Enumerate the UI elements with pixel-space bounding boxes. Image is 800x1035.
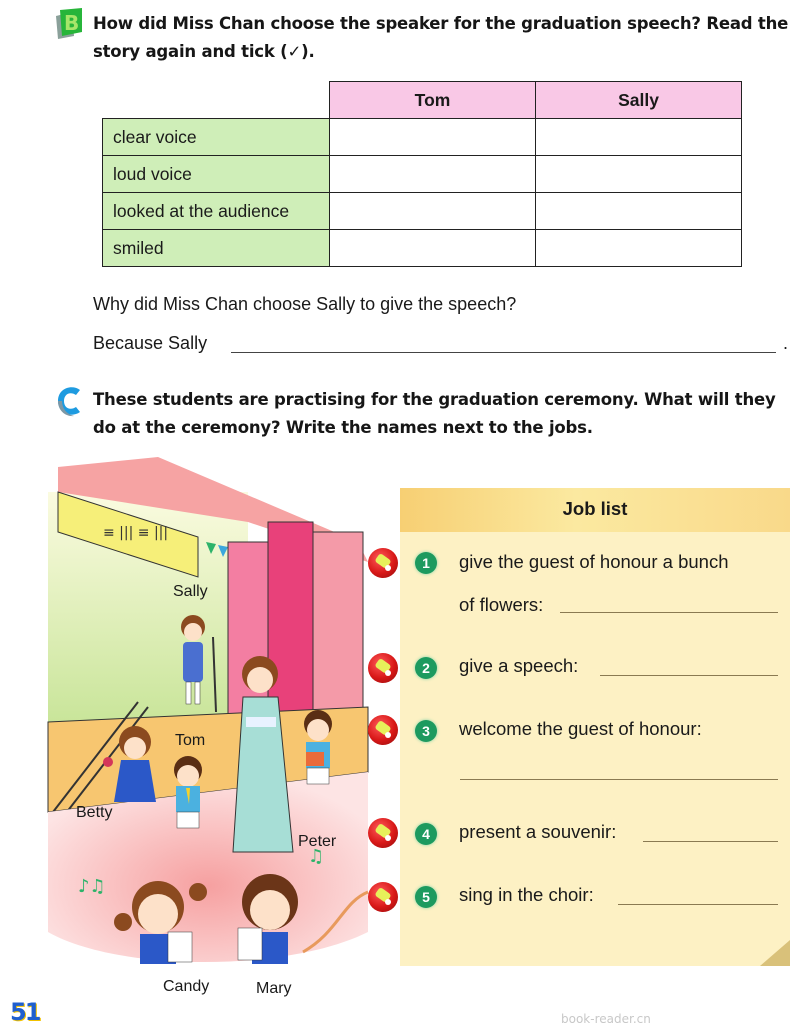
tick-cell-sally[interactable]: [536, 230, 742, 267]
tick-cell-sally[interactable]: [536, 156, 742, 193]
tick-cell-tom[interactable]: [330, 230, 536, 267]
watermark: book-reader.cn: [561, 1012, 651, 1026]
tick-cell-sally[interactable]: [536, 119, 742, 156]
tick-cell-tom[interactable]: [330, 119, 536, 156]
pin-icon: [368, 715, 398, 745]
label-candy: Candy: [163, 978, 210, 995]
table-row: [103, 119, 742, 156]
table-header-row: [103, 82, 742, 119]
table-corner: [103, 82, 330, 119]
section-b-instruction: How did Miss Chan choose the speaker for the graduation speech? Read the story again and tick (✓).: [93, 14, 789, 61]
pin-icon: [368, 818, 398, 848]
job-list-title: Job list: [562, 498, 628, 519]
job-3-answer-field[interactable]: [460, 757, 778, 780]
page-number: 51: [10, 998, 40, 1026]
table-row: [103, 156, 742, 193]
column-header-sally: Sally: [536, 82, 742, 119]
page-curl-decoration: [760, 940, 790, 966]
table-row: [103, 193, 742, 230]
section-b-badge-icon: [52, 6, 86, 40]
svg-text:♪♫: ♪♫: [78, 876, 106, 897]
job-4-text: present a souvenir:: [459, 821, 617, 842]
job-3-text: welcome the guest of honour:: [459, 718, 702, 739]
column-header-tom: Tom: [330, 82, 536, 119]
row-label: clear voice: [103, 119, 330, 156]
row-label: smiled: [103, 230, 330, 267]
job-1-text-line2: of flowers:: [459, 594, 544, 615]
number-badge-5: 5: [415, 886, 437, 908]
job-1-answer-field[interactable]: [560, 590, 778, 613]
job-1-text-line1: give the guest of honour a bunch: [459, 551, 729, 572]
ceremony-illustration: [38, 452, 383, 982]
job-2-answer-field[interactable]: [600, 653, 778, 676]
label-sally: Sally: [173, 583, 208, 600]
number-badge-1: 1: [415, 552, 437, 574]
svg-text:♫: ♫: [308, 846, 325, 867]
answer-period: .: [783, 333, 789, 353]
tick-cell-sally[interactable]: [536, 193, 742, 230]
tick-cell-tom[interactable]: [330, 156, 536, 193]
section-c-instruction: These students are practising for the graduation ceremony. What will they do at the ceremony? Write the names next to the jobs.: [93, 390, 776, 437]
job-4-answer-field[interactable]: [643, 819, 778, 842]
number-badge-2: 2: [415, 657, 437, 679]
answer-prefix: Because Sally: [93, 333, 208, 353]
pin-icon: [368, 882, 398, 912]
label-tom: Tom: [175, 732, 206, 749]
svg-text:≡ ||| ≡ |||: ≡ ||| ≡ |||: [103, 525, 169, 541]
section-c-badge-icon: [54, 384, 84, 418]
pin-icon: [368, 653, 398, 683]
number-badge-4: 4: [415, 823, 437, 845]
job-5-answer-field[interactable]: [618, 882, 778, 905]
job-2-text: give a speech:: [459, 655, 579, 676]
table-row: [103, 230, 742, 267]
tick-cell-tom[interactable]: [330, 193, 536, 230]
pin-icon: [368, 548, 398, 578]
number-badge-3: 3: [415, 720, 437, 742]
label-mary: Mary: [256, 980, 292, 997]
because-answer-field[interactable]: [231, 331, 776, 353]
row-label: loud voice: [103, 156, 330, 193]
label-peter: Peter: [298, 833, 337, 850]
label-betty: Betty: [76, 804, 113, 821]
why-question: Why did Miss Chan choose Sally to give the speech?: [93, 294, 517, 314]
row-label: looked at the audience: [103, 193, 330, 230]
tick-table: [102, 81, 742, 267]
svg-text:B: B: [64, 11, 80, 35]
job-5-text: sing in the choir:: [459, 884, 594, 905]
